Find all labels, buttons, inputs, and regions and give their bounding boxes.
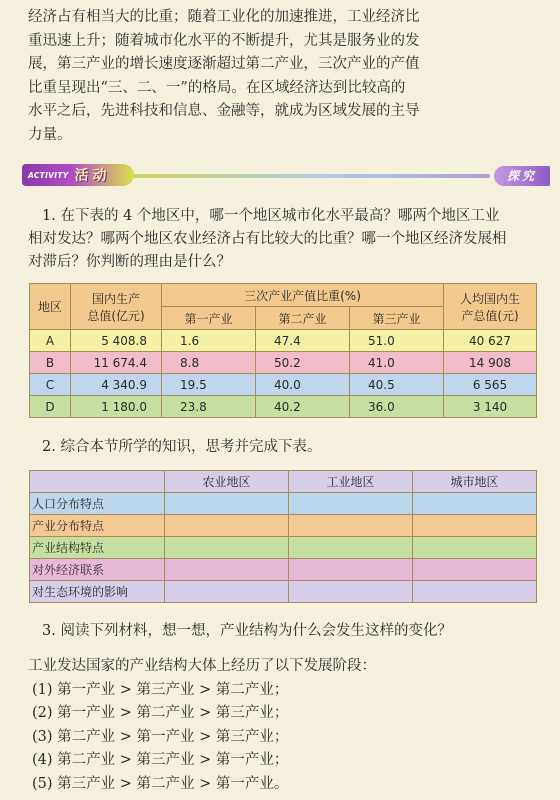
answer-cell <box>413 559 537 581</box>
activity-banner <box>22 164 550 188</box>
answer-cell <box>289 493 413 515</box>
answer-cell <box>289 515 413 537</box>
answer-cell <box>165 537 289 559</box>
answer-cell <box>413 493 537 515</box>
list-item: (5) 第三产业 > 第二产业 > 第一产业。 <box>32 775 289 792</box>
row-label: 对外经济联系 <box>30 559 165 581</box>
cell-secondary: 40.0 <box>256 374 350 396</box>
intro-line: 比重呈现出“三、二、一”的格局。在区域经济达到比较高的 <box>28 79 406 96</box>
row-label: 对生态环境的影响 <box>30 581 165 603</box>
activity-label-zh: 活动 <box>74 168 111 184</box>
intro-line: 水平之后，先进科技和信息、金融等，就成为区域发展的主导 <box>28 103 420 119</box>
cell-per-capita: 14 908 <box>444 352 537 374</box>
cell-per-capita: 3 140 <box>444 396 537 418</box>
answer-cell <box>413 537 537 559</box>
stage-intro: 工业发达国家的产业结构大体上经历了以下发展阶段： <box>28 658 376 674</box>
row-label: 产业结构特点 <box>30 537 165 559</box>
cell-gdp: 5 408.8 <box>71 330 162 352</box>
header-urban: 城市地区 <box>413 471 537 493</box>
header-percap-line: 人均国内生 <box>459 291 520 306</box>
cell-secondary: 40.2 <box>256 396 350 418</box>
cell-region: D <box>30 396 71 418</box>
cell-primary: 23.8 <box>162 396 256 418</box>
cell-tertiary: 40.5 <box>350 374 444 396</box>
header-industrial: 工业地区 <box>289 471 413 493</box>
table-row <box>30 537 537 559</box>
row-label: 产业分布特点 <box>30 515 165 537</box>
answer-cell <box>289 581 413 603</box>
row-label: 人口分布特点 <box>30 493 165 515</box>
banner-strip <box>122 174 490 178</box>
list-item: (1) 第一产业 > 第三产业 > 第二产业； <box>32 681 289 698</box>
table-row <box>30 515 537 537</box>
cell-primary: 19.5 <box>162 374 256 396</box>
stage-list <box>28 655 532 796</box>
header-blank <box>30 471 165 493</box>
region-economy-table <box>29 283 537 418</box>
answer-cell <box>413 515 537 537</box>
question-line: 1. 在下表的 4 个地区中，哪一个地区城市化水平最高？哪两个地区工业 <box>42 208 500 224</box>
table-row <box>30 330 537 352</box>
header-gdp-line: 国内生产 <box>91 291 140 306</box>
intro-paragraph <box>28 6 528 147</box>
cell-tertiary: 41.0 <box>350 352 444 374</box>
question-2: 2. 综合本节所学的知识，思考并完成下表。 <box>42 439 322 455</box>
cell-gdp: 11 674.4 <box>71 352 162 374</box>
header-industry-share: 三次产业产值比重(%) <box>162 284 444 307</box>
table-row <box>30 559 537 581</box>
cell-region: C <box>30 374 71 396</box>
answer-cell <box>165 493 289 515</box>
table-row <box>30 352 537 374</box>
header-gdp-line: 总值(亿元) <box>87 308 145 323</box>
intro-line: 经济占有相当大的比重；随着工业化的加速推进，工业经济比 <box>28 9 420 25</box>
cell-tertiary: 51.0 <box>350 330 444 352</box>
answer-cell <box>165 515 289 537</box>
header-secondary: 第二产业 <box>256 307 350 330</box>
cell-region: B <box>30 352 71 374</box>
question-1 <box>28 205 534 274</box>
cell-per-capita: 40 627 <box>444 330 537 352</box>
cell-secondary: 47.4 <box>256 330 350 352</box>
header-percap-line: 产总值(元) <box>461 308 519 323</box>
cell-tertiary: 36.0 <box>350 396 444 418</box>
answer-cell <box>289 537 413 559</box>
answer-cell <box>289 559 413 581</box>
explore-tag: 探究 <box>494 166 550 186</box>
cell-primary: 1.6 <box>162 330 256 352</box>
cell-per-capita: 6 565 <box>444 374 537 396</box>
header-agricultural: 农业地区 <box>165 471 289 493</box>
table-row <box>30 581 537 603</box>
cell-region: A <box>30 330 71 352</box>
question-line: 相对发达？哪两个地区农业经济占有比较大的比重？哪一个地区经济发展相 <box>28 231 507 247</box>
header-primary: 第一产业 <box>162 307 256 330</box>
table-row <box>30 374 537 396</box>
header-tertiary: 第三产业 <box>350 307 444 330</box>
intro-line: 力量。 <box>28 126 72 143</box>
header-gdp <box>71 284 162 330</box>
answer-cell <box>165 559 289 581</box>
table-row <box>30 396 537 418</box>
list-item: (3) 第二产业 > 第一产业 > 第三产业； <box>32 728 289 745</box>
cell-primary: 8.8 <box>162 352 256 374</box>
header-per-capita <box>444 284 537 330</box>
activity-badge <box>22 164 134 186</box>
cell-gdp: 4 340.9 <box>71 374 162 396</box>
answer-cell <box>165 581 289 603</box>
answer-cell <box>413 581 537 603</box>
table-header-row <box>30 471 537 493</box>
header-region: 地区 <box>30 284 71 330</box>
region-comparison-table <box>29 470 537 603</box>
cell-gdp: 1 180.0 <box>71 396 162 418</box>
question-line: 对滞后？你判断的理由是什么？ <box>28 254 231 270</box>
cell-secondary: 50.2 <box>256 352 350 374</box>
table-header-row <box>30 284 537 307</box>
intro-line: 重迅速上升；随着城市化水平的不断提升，尤其是服务业的发 <box>28 32 420 49</box>
table-row <box>30 493 537 515</box>
question-3: 3. 阅读下列材料，想一想，产业结构为什么会发生这样的变化？ <box>42 623 452 639</box>
list-item: (4) 第二产业 > 第三产业 > 第一产业； <box>32 752 289 768</box>
activity-label-en: ACTIVITY <box>28 170 69 180</box>
intro-line: 展，第三产业的增长速度逐渐超过第二产业，三次产业的产值 <box>28 56 420 72</box>
list-item: (2) 第一产业 > 第二产业 > 第三产业； <box>32 705 289 721</box>
